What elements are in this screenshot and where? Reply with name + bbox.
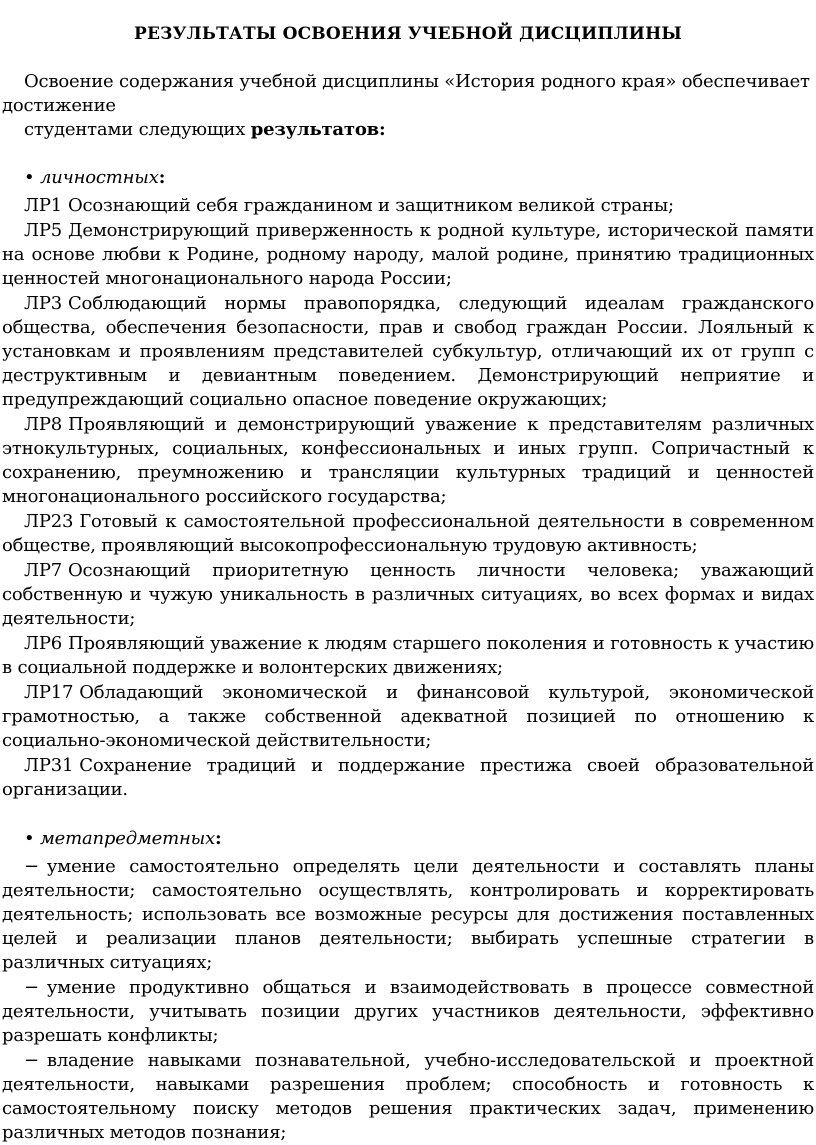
result-text: Обладающий экономической и финансовой культурой, экономической грамотностью, а также собственной адекватной позицией по отношению к социально-экономической действительности; — [2, 682, 814, 751]
result-code: ЛР3 — [24, 293, 62, 314]
result-code: ЛР7 — [24, 560, 62, 581]
result-text: Соблюдающий нормы правопорядка, следующий идеалам гражданского общества, обеспечения безопасности, прав и свобод граждан России. Лояльный к установкам и проявлениям представителей субкультур, отличающий их от групп с деструктивным и девиантным поведением. Демонстрирующий неприятие и предупреждающий социально опасное поведение окружающих; — [2, 293, 814, 410]
meta-result-item — [2, 855, 814, 975]
bullet-icon: • — [24, 828, 35, 849]
meta-results-heading — [2, 827, 814, 851]
meta-result-text: умение самостоятельно определять цели деятельности и составлять планы деятельности; самостоятельно осуществлять, контролировать и корректировать деятельность; использовать все возможные ресурсы для достижения поставленных целей и реализации планов деятельности; выбирать успешные стратегии в различных ситуациях; — [2, 856, 814, 973]
intro-paragraph — [2, 70, 814, 118]
personal-result-item — [2, 219, 814, 291]
page-title: РЕЗУЛЬТАТЫ ОСВОЕНИЯ УЧЕБНОЙ ДИСЦИПЛИНЫ — [134, 24, 682, 44]
intro-line-1: Освоение содержания учебной дисциплины «История родного края» обеспечивает достижение — [2, 71, 810, 116]
personal-result-item — [2, 510, 814, 558]
personal-results-heading — [2, 166, 814, 190]
result-code: ЛР1 — [24, 195, 62, 216]
result-text: Осознающий себя гражданином и защитником великой страны; — [67, 195, 674, 216]
personal-result-item — [2, 194, 814, 218]
personal-result-item — [2, 681, 814, 753]
spacer — [2, 142, 814, 166]
result-text: Осознающий приоритетную ценность личности человека; уважающий собственную и чужую уникальность в различных ситуациях, во всех формах и видах деятельности; — [2, 560, 814, 629]
meta-result-item — [2, 1049, 814, 1145]
meta-result-text: умение продуктивно общаться и взаимодействовать в процессе совместной деятельности, учитывать позиции других участников деятельности, эффективно разрешать конфликты; — [2, 977, 814, 1046]
result-text: Сохранение традиций и поддержание престижа своей образовательной организации. — [2, 755, 814, 800]
result-code: ЛР17 — [24, 682, 74, 703]
intro-line-2-prefix: студентами следующих — [24, 119, 251, 140]
personal-result-item — [2, 292, 814, 412]
meta-heading-text: метапредметных — [39, 828, 216, 849]
meta-heading-colon: : — [215, 828, 222, 849]
personal-result-item — [2, 632, 814, 680]
dash-icon: − — [24, 977, 39, 998]
result-code: ЛР31 — [24, 755, 74, 776]
result-text: Демонстрирующий приверженность к родной культуре, исторической памяти на основе любви к Родине, родному народу, малой родине, принятию традиционных ценностей многонационального народа России; — [2, 220, 814, 289]
personal-heading-text: личностных — [39, 167, 159, 188]
personal-heading-colon: : — [158, 167, 166, 188]
result-text: Проявляющий и демонстрирующий уважение к представителям различных этнокультурных, социальных, конфессиональных и иных групп. Сопричастный к сохранению, преумножению и трансляции культурных традиций и ценностей многонационального российского государства; — [2, 414, 814, 507]
intro-line-2-bold: результатов: — [250, 119, 386, 140]
result-code: ЛР8 — [24, 414, 62, 435]
meta-result-item — [2, 976, 814, 1048]
personal-result-item — [2, 754, 814, 802]
bullet-icon: • — [24, 167, 35, 188]
personal-result-item — [2, 413, 814, 509]
spacer — [2, 803, 814, 827]
result-text: Проявляющий уважение к людям старшего поколения и готовность к участию в социальной поддержке и волонтерских движениях; — [2, 633, 814, 678]
result-code: ЛР5 — [24, 220, 62, 241]
dash-icon: − — [24, 1050, 39, 1071]
result-code: ЛР6 — [24, 633, 62, 654]
meta-result-text: владение навыками познавательной, учебно-исследовательской и проектной деятельности, навыками разрешения проблем; способность и готовность к самостоятельному поиску методов решения практических задач, применению различных методов познания; — [2, 1050, 814, 1143]
intro-results-line — [2, 118, 814, 142]
personal-result-item — [2, 559, 814, 631]
result-text: Готовый к самостоятельной профессиональной деятельности в современном обществе, проявляющий высокопрофессиональную трудовую активность; — [2, 511, 814, 556]
result-code: ЛР23 — [24, 511, 74, 532]
dash-icon: − — [24, 856, 39, 877]
